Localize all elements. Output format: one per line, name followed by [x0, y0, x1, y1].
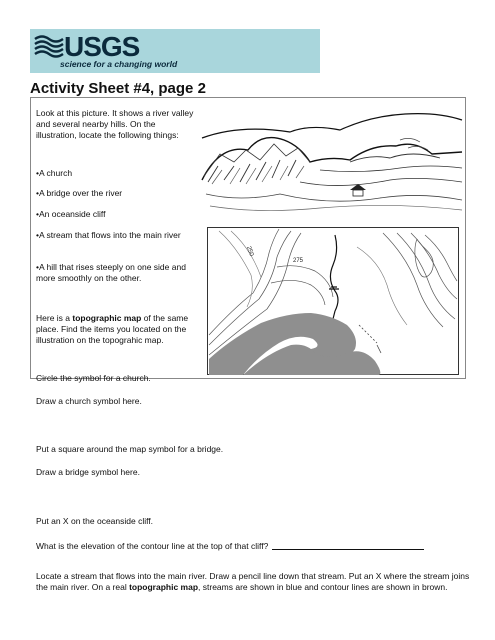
usgs-banner: [30, 29, 320, 73]
list-item-bridge: •A bridge over the river: [36, 188, 123, 198]
contour-label-275: 275: [293, 258, 304, 264]
topographic-map: [207, 227, 459, 375]
stream-text-pre: Locate a stream that flows into the main river. Draw a pencil line down that stream. Put an X where the stream joins the main river. On a real: [36, 571, 470, 592]
usgs-logo-text: USGS: [64, 31, 140, 62]
task-circle-church: Circle the symbol for a church.: [36, 373, 151, 383]
list-item-stream: •A stream that flows into the main river: [36, 230, 181, 240]
task-square-bridge: Put a square around the map symbol for a bridge.: [36, 444, 224, 454]
intro-text: Look at this picture. It shows a river valley and several nearby hills. On the illustration, locate the following things:: [36, 108, 194, 140]
map-intro-pre: Here is a: [36, 313, 73, 323]
elevation-question-text: What is the elevation of the contour line at the top of that cliff?: [36, 541, 269, 551]
map-intro-bold: topographic map: [72, 313, 142, 323]
list-item-cliff: •An oceanside cliff: [36, 209, 106, 219]
map-intro-text: [36, 313, 196, 346]
river-valley-illustration: [200, 110, 464, 218]
answer-blank-line[interactable]: [272, 549, 424, 550]
list-item-church: •A church: [36, 168, 73, 178]
usgs-tagline: science for a changing world: [60, 59, 178, 69]
task-draw-bridge: Draw a bridge symbol here.: [36, 467, 140, 477]
stream-text-bold: topographic map: [129, 582, 199, 592]
contour-label-250: 250: [245, 245, 255, 258]
page-title: Activity Sheet #4, page 2: [30, 80, 206, 97]
task-draw-church: Draw a church symbol here.: [36, 396, 142, 406]
task-elevation-question: [36, 541, 476, 552]
stream-text-post: , streams are shown in blue and contour lines are shown in brown.: [198, 582, 448, 592]
task-stream-paragraph: [36, 571, 476, 593]
task-x-cliff: Put an X on the oceanside cliff.: [36, 516, 154, 526]
map-intro-post: of the same place. Find the items you located on the illustration on the topograhic map.: [36, 313, 189, 345]
usgs-wave-logo-icon: [34, 33, 64, 59]
list-item-hill: •A hill that rises steeply on one side and more smoothly on the other.: [36, 262, 186, 283]
